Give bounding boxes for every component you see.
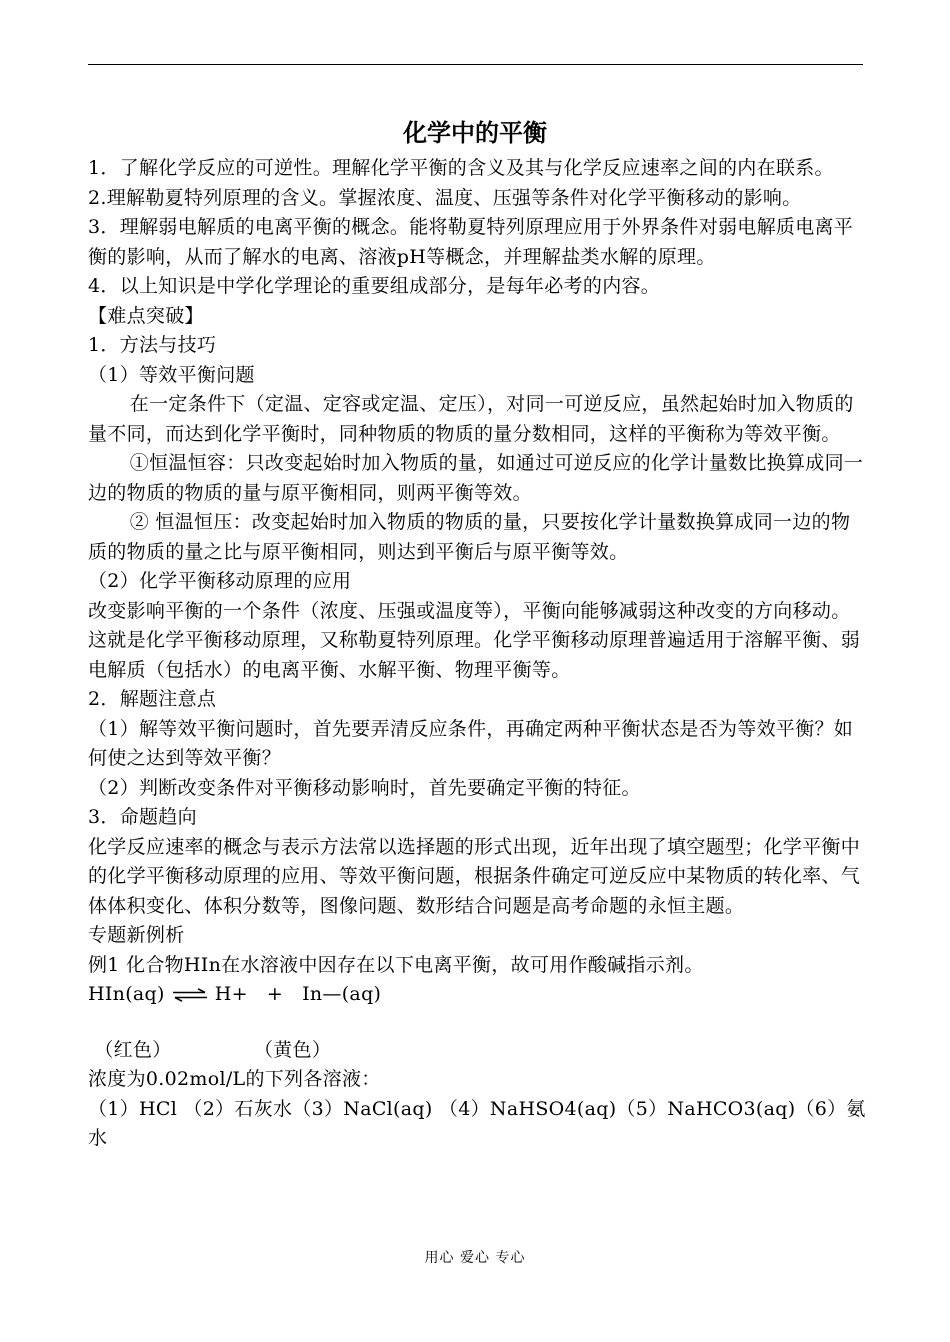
- equilibrium-arrow-icon: [171, 988, 209, 1002]
- document-body: [88, 154, 868, 1154]
- note-1: （1）解等效平衡问题时，首先要弄清反应条件，再确定两种平衡状态是否为等效平衡？如何使之达到等效平衡？: [88, 717, 854, 769]
- paragraph-constant-pressure: ② 恒温恒压：改变起始时加入物质的物质的量，只要按化学计量数换算成同一边的物质的物质的量之比与原平衡相同，则达到平衡后与原平衡等效。: [88, 511, 851, 563]
- equation-left: HIn(aq): [88, 983, 165, 1005]
- subheading-equivalent-equilibrium: （1）等效平衡问题: [88, 363, 255, 386]
- paragraph-le-chatelier: 改变影响平衡的一个条件（浓度、压强或温度等），平衡向能够减弱这种改变的方向移动。这就是化学平衡移动原理，又称勒夏特列原理。化学平衡移动原理普遍适用于溶解平衡、弱电解质（包括水）的电离平衡、水解平衡、物理平衡等。: [88, 599, 861, 681]
- concentration-line: 浓度为0.02mol/L的下列各溶液：: [88, 1068, 381, 1090]
- color-labels: （红色） （黄色）: [88, 1038, 332, 1061]
- note-2: （2）判断改变条件对平衡移动影响时，首先要确定平衡的特征。: [88, 776, 641, 799]
- page-footer: 用心 爱心 专心: [424, 1250, 526, 1266]
- paragraph-equivalent-definition: 在一定条件下（定温、定容或定温、定压），对同一可逆反应，虽然起始时加入物质的量不同，而达到化学平衡时，同种物质的物质的量分数相同，这样的平衡称为等效平衡。: [88, 393, 854, 445]
- objective-4: 4．以上知识是中学化学理论的重要组成部分，是每年必考的内容。: [88, 275, 661, 297]
- example-1-intro: 例1 化合物HIn在水溶液中因存在以下电离平衡，故可用作酸碱指示剂。: [88, 953, 704, 976]
- heading-notes: 2．解题注意点: [88, 688, 217, 710]
- heading-examples: 专题新例析: [88, 924, 185, 946]
- section-heading-difficulty: 【难点突破】: [88, 304, 204, 327]
- solutions-list: （1）HCl （2）石灰水（3）NaCl(aq) （4）NaHSO4(aq)（5）NaHCO3(aq)（6）氨水: [88, 1097, 866, 1149]
- objective-2: 2.理解勒夏特列原理的含义。掌握浓度、温度、压强等条件对化学平衡移动的影响。: [88, 186, 802, 209]
- heading-trends: 3．命题趋向: [88, 806, 197, 828]
- subheading-le-chatelier: （2）化学平衡移动原理的应用: [88, 570, 352, 592]
- paragraph-trends: 化学反应速率的概念与表示方法常以选择题的形式出现，近年出现了填空题型；化学平衡中的化学平衡移动原理的应用、等效平衡问题，根据条件确定可逆反应中某物质的转化率、气体体积变化、体积分数等，图像问题、数形结合问题是高考命题的永恒主题。: [88, 835, 861, 917]
- header-rule: [88, 64, 863, 65]
- ionization-equation: [88, 980, 868, 1010]
- objective-1: 1．了解化学反应的可逆性。理解化学平衡的含义及其与化学反应速率之间的内在联系。: [88, 157, 834, 179]
- heading-methods: 1．方法与技巧: [88, 334, 217, 356]
- paragraph-constant-volume: ①恒温恒容：只改变起始时加入物质的量，如通过可逆反应的化学计量数比换算成同一边的物质的物质的量与原平衡相同，则两平衡等效。: [88, 452, 864, 504]
- document-title: 化学中的平衡: [403, 119, 547, 147]
- objective-3: 3．理解弱电解质的电离平衡的概念。能将勒夏特列原理应用于外界条件对弱电解质电离平衡的影响，从而了解水的电离、溶液pH等概念，并理解盐类水解的原理。: [88, 216, 854, 268]
- blank-line: [88, 1010, 868, 1036]
- equation-right: H+ + In—(aq): [214, 983, 382, 1005]
